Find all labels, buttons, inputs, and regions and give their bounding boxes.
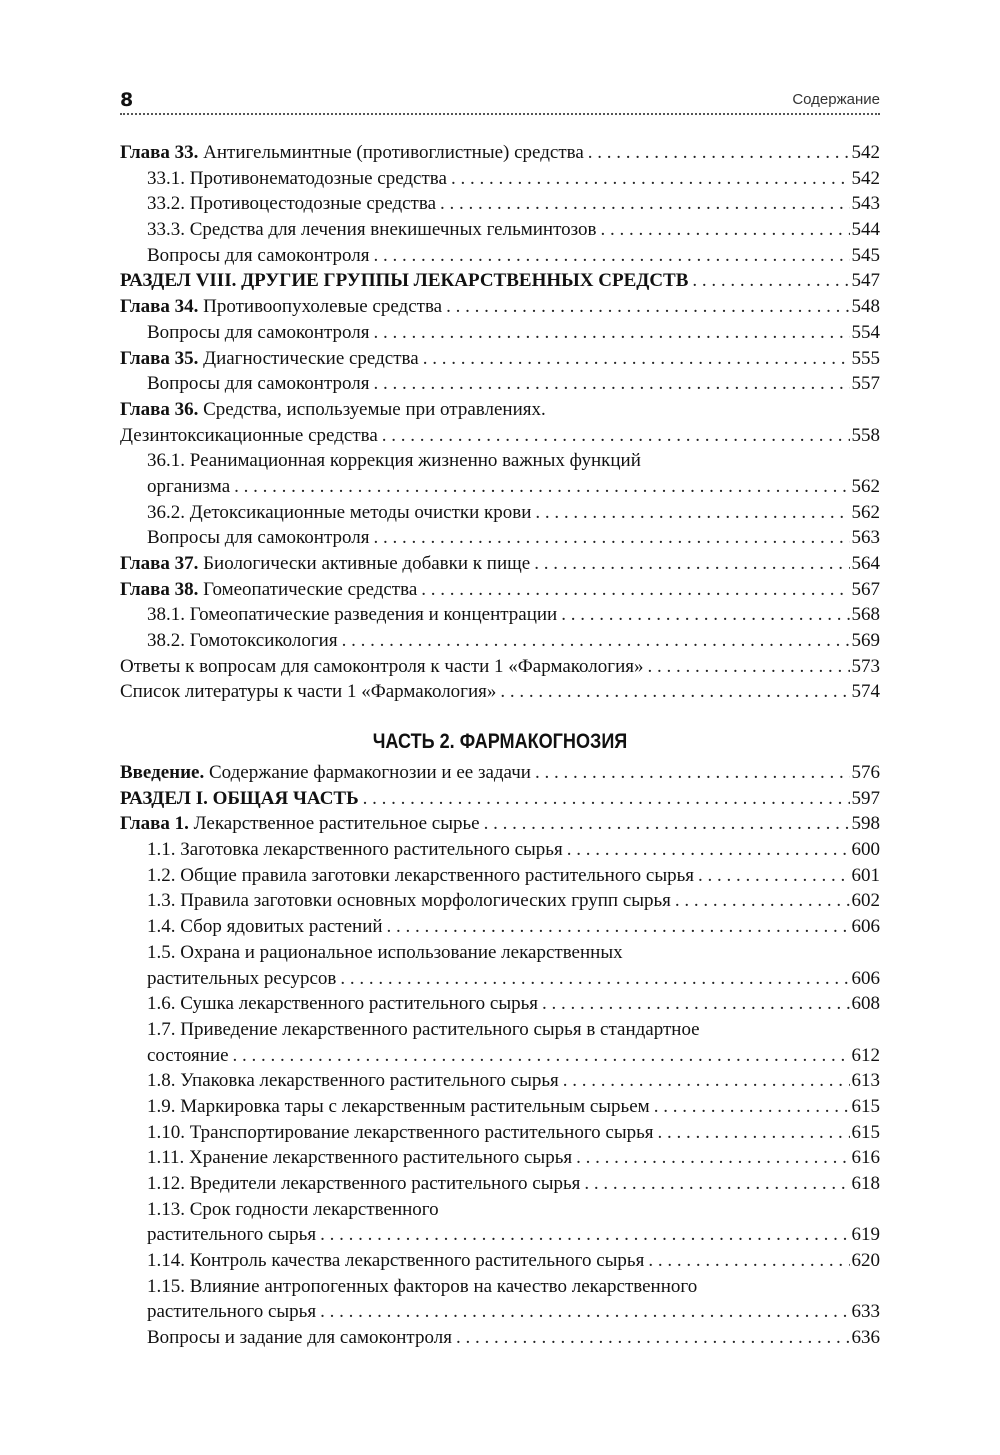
- toc-entry-text: [147, 1068, 559, 1094]
- toc-entry-text: [147, 448, 641, 474]
- toc-page-number: 569: [851, 630, 880, 652]
- toc-entry-title: 1.2. Общие правила заготовки лекарственного растительного сырья: [147, 864, 694, 886]
- toc-entry-text: [147, 1171, 580, 1197]
- toc-page-number: 608: [851, 993, 880, 1015]
- toc-entry-text: [120, 294, 442, 320]
- toc-page-number: 563: [851, 527, 880, 549]
- toc-entry: [120, 1145, 880, 1171]
- toc-entry-text: [147, 1197, 439, 1223]
- toc-entry-title: 33.2. Противоцестодозные средства: [147, 193, 437, 215]
- toc-entry: [120, 448, 880, 474]
- page-number: 8: [120, 89, 134, 111]
- toc-dot-leader: [576, 1145, 849, 1171]
- toc-entry-text: [120, 679, 496, 705]
- toc-entry-label: Введение.: [120, 762, 205, 783]
- toc-page-number: 615: [851, 1095, 880, 1117]
- toc-entry-text: [147, 888, 671, 914]
- part2-title: ЧАСТЬ 2. ФАРМАКОГНОЗИЯ: [372, 730, 628, 753]
- toc-entry: [120, 602, 880, 628]
- toc-page-number: 606: [851, 967, 880, 989]
- toc-entry: [120, 294, 880, 320]
- toc-entry-text: [147, 940, 623, 966]
- toc-entry-text: [120, 577, 417, 603]
- toc-entry: [120, 1068, 880, 1094]
- toc-entry-title: 36.1. Реанимационная коррекция жизненно важных функций: [147, 450, 641, 472]
- toc-dot-leader: [534, 551, 849, 577]
- toc-dot-leader: [382, 423, 850, 449]
- toc-entry-text: [120, 654, 643, 680]
- toc-entry-title: Антигельминтные (противоглистные) средства: [198, 142, 584, 163]
- toc-entry-title: 1.11. Хранение лекарственного растительного сырья: [147, 1147, 573, 1169]
- toc-dot-leader: [535, 760, 850, 786]
- toc-entry-title: 38.2. Гомотоксикология: [147, 630, 338, 652]
- toc-entry-title: Вопросы и задание для самоконтроля: [147, 1327, 452, 1349]
- toc-entry: [120, 863, 880, 889]
- toc-dot-leader: [320, 1299, 849, 1325]
- toc-entry: [120, 500, 880, 526]
- toc-entry-text: [120, 346, 419, 372]
- toc-entry-text: [147, 1222, 316, 1248]
- toc-entry-text: [147, 1120, 654, 1146]
- toc-page-number: 562: [851, 501, 880, 523]
- toc-dot-leader: [387, 914, 850, 940]
- toc-entry: [120, 243, 880, 269]
- toc-entry: [120, 888, 880, 914]
- toc-entry-text: [120, 760, 531, 786]
- toc-entry-text: [147, 320, 369, 346]
- toc-dot-leader: [567, 837, 850, 863]
- toc-page-number: 615: [851, 1121, 880, 1143]
- toc-entry-label: Глава 33.: [120, 142, 199, 163]
- toc-dot-leader: [421, 577, 849, 603]
- toc-page-number: 545: [851, 244, 880, 266]
- toc-dot-leader: [484, 811, 850, 837]
- toc-entry-text: [147, 628, 338, 654]
- toc-entry: [120, 1043, 880, 1069]
- toc-entry-label: Глава 37.: [120, 553, 199, 574]
- toc-dot-leader: [234, 474, 849, 500]
- toc-entry-title: Вопросы для самоконтроля: [147, 321, 370, 343]
- toc-entry-label: РАЗДЕЛ VIII. ДРУГИЕ ГРУППЫ ЛЕКАРСТВЕННЫХ СРЕДСТВ: [120, 270, 689, 292]
- toc-entry-text: [147, 837, 563, 863]
- toc-entry: [120, 940, 880, 966]
- toc-entry: [120, 679, 880, 705]
- toc-page-number: 554: [851, 321, 880, 343]
- toc-dot-leader: [440, 191, 849, 217]
- toc-dot-leader: [233, 1043, 850, 1069]
- toc-entry-title: организма: [147, 475, 231, 497]
- toc-dot-leader: [342, 628, 850, 654]
- toc-entry-text: [147, 166, 447, 192]
- toc-page-number: 616: [851, 1147, 880, 1169]
- toc-entry: [120, 760, 880, 786]
- toc-entry-title: Дезинтоксикационные средства: [120, 424, 378, 446]
- toc-entry-title: 1.10. Транспортирование лекарственного растительного сырья: [147, 1121, 654, 1143]
- toc-page-number: 542: [851, 142, 880, 163]
- toc-entry: [120, 268, 880, 294]
- toc-entry-title: 1.1. Заготовка лекарственного растительного сырья: [147, 839, 563, 861]
- toc-entry-title: растительного сырья: [147, 1224, 317, 1246]
- toc-entry: [120, 577, 880, 603]
- toc-entry-title: 1.13. Срок годности лекарственного: [147, 1198, 439, 1220]
- toc-page-number: 543: [851, 193, 880, 215]
- toc-dot-leader: [373, 243, 849, 269]
- toc-entry-text: [147, 966, 336, 992]
- toc-entry-text: [147, 1094, 650, 1120]
- toc-entry-text: [147, 602, 557, 628]
- toc-entry-title: растительных ресурсов: [147, 967, 337, 989]
- toc-dot-leader: [363, 786, 850, 812]
- toc-entry-text: [120, 423, 378, 449]
- toc-entry-title: 1.12. Вредители лекарственного растительного сырья: [147, 1173, 581, 1194]
- toc-entry-text: [147, 1274, 697, 1300]
- toc-entry-text: [147, 500, 531, 526]
- toc-dot-leader: [542, 991, 850, 1017]
- toc-dot-leader: [373, 320, 849, 346]
- toc-entry: [120, 654, 880, 680]
- toc-dot-leader: [588, 140, 850, 166]
- toc-entry: [120, 525, 880, 551]
- toc-entry: [120, 397, 880, 423]
- toc-entry-title: 1.15. Влияние антропогенных факторов на качество лекарственного: [147, 1275, 698, 1297]
- toc-entry: [120, 346, 880, 372]
- toc-entry-text: [147, 1299, 316, 1325]
- toc-page-number: 558: [851, 424, 880, 446]
- toc-entry-text: [147, 371, 369, 397]
- toc-entry-title: 1.4. Сбор ядовитых растений: [147, 916, 383, 938]
- toc-page-number: 568: [851, 604, 880, 626]
- toc-page-number: 618: [851, 1173, 880, 1194]
- toc-entry: [120, 811, 880, 837]
- toc-entry-text: [120, 268, 688, 294]
- toc-entry-text: [147, 1248, 644, 1274]
- header-dotted-rule: [120, 113, 880, 115]
- toc-entry-text: [147, 914, 383, 940]
- toc-page-number: 542: [851, 167, 880, 189]
- toc-page-number: 567: [851, 578, 880, 600]
- toc-dot-leader: [320, 1222, 849, 1248]
- toc-entry: [120, 628, 880, 654]
- toc-entry: [120, 1094, 880, 1120]
- toc-dot-leader: [654, 1094, 850, 1120]
- toc-entry-text: [147, 863, 694, 889]
- toc-entry-text: [147, 191, 436, 217]
- toc-entry-text: [120, 786, 359, 812]
- toc-dot-leader: [584, 1171, 849, 1197]
- toc-page-number: 636: [851, 1327, 880, 1349]
- toc-dot-leader: [500, 679, 849, 705]
- toc-page-number: 606: [851, 916, 880, 938]
- page-header: [120, 88, 880, 114]
- toc-page-number: 576: [851, 762, 880, 783]
- toc-dot-leader: [535, 500, 849, 526]
- toc-dot-leader: [561, 602, 849, 628]
- running-title: Содержание: [792, 91, 880, 108]
- toc-entry-title: Гомеопатические средства: [198, 578, 418, 600]
- toc-entry: [120, 1325, 880, 1351]
- toc-entry-text: [147, 474, 230, 500]
- toc-entry-text: [147, 525, 369, 551]
- toc-entry-text: [147, 1145, 572, 1171]
- toc-page-number: 619: [851, 1224, 880, 1246]
- toc-entry: [120, 786, 880, 812]
- toc-entry-title: 1.9. Маркировка тары с лекарственным растительным сырьем: [147, 1095, 650, 1117]
- toc-page-number: 562: [851, 475, 880, 497]
- toc-entry: [120, 1017, 880, 1043]
- toc-entry: [120, 166, 880, 192]
- toc-entry: [120, 1248, 880, 1274]
- toc-page-number: 557: [851, 373, 880, 395]
- toc-part2: [120, 760, 880, 1351]
- toc-page-number: 548: [851, 296, 880, 318]
- toc-entry-text: [120, 811, 480, 837]
- toc-entry: [120, 1222, 880, 1248]
- toc-entry-title: Ответы к вопросам для самоконтроля к части 1 «Фармакология»: [120, 655, 644, 677]
- toc-entry: [120, 423, 880, 449]
- toc-entry-title: 33.1. Противонематодозные средства: [147, 167, 447, 189]
- toc-dot-leader: [373, 371, 849, 397]
- toc-entry-title: 1.5. Охрана и рациональное использование лекарственных: [147, 941, 623, 963]
- toc-dot-leader: [373, 525, 849, 551]
- toc-entry-title: Средства, используемые при отравлениях.: [198, 398, 546, 420]
- toc-page-number: 598: [851, 813, 880, 835]
- toc-entry: [120, 371, 880, 397]
- toc-entry-text: [120, 397, 546, 423]
- toc-entry-label: Глава 34.: [120, 296, 199, 318]
- toc-entry-text: [147, 1017, 700, 1043]
- toc-dot-leader: [692, 268, 849, 294]
- toc-dot-leader: [456, 1325, 850, 1351]
- toc-entry: [120, 551, 880, 577]
- toc-entry-title: 38.1. Гомеопатические разведения и концентрации: [147, 604, 558, 626]
- toc-entry: [120, 320, 880, 346]
- toc-entry-title: 1.6. Сушка лекарственного растительного сырья: [147, 993, 538, 1015]
- toc-entry: [120, 1120, 880, 1146]
- toc-entry: [120, 191, 880, 217]
- toc-entry-text: [147, 1043, 229, 1069]
- toc-dot-leader: [563, 1068, 850, 1094]
- toc-entry-label: Глава 36.: [120, 398, 199, 420]
- toc-dot-leader: [451, 166, 850, 192]
- toc-entry-title: 1.3. Правила заготовки основных морфологических групп сырья: [147, 890, 671, 912]
- toc-entry: [120, 217, 880, 243]
- toc-entry-title: 1.7. Приведение лекарственного растительного сырья в стандартное: [147, 1018, 700, 1040]
- toc-page-number: 612: [851, 1044, 880, 1066]
- toc-dot-leader: [647, 654, 849, 680]
- toc-entry-title: Вопросы для самоконтроля: [147, 244, 370, 266]
- toc-page-number: 544: [851, 219, 880, 241]
- toc-page-number: 602: [851, 890, 880, 912]
- toc-dot-leader: [648, 1248, 849, 1274]
- toc-entry: [120, 140, 880, 166]
- toc-page-number: 633: [851, 1301, 880, 1323]
- toc-entry-label: Глава 38.: [120, 578, 199, 600]
- toc-entry-title: Вопросы для самоконтроля: [147, 373, 370, 395]
- toc-dot-leader: [675, 888, 850, 914]
- toc-entry-label: Глава 35.: [120, 347, 199, 369]
- toc-entry-title: 36.2. Детоксикационные методы очистки крови: [147, 501, 532, 523]
- toc-entry-label: РАЗДЕЛ I. ОБЩАЯ ЧАСТЬ: [120, 787, 359, 809]
- toc-entry-text: [120, 140, 584, 166]
- toc-page-number: 574: [851, 681, 880, 703]
- toc-page-number: 600: [851, 839, 880, 861]
- toc-entry-text: [147, 217, 597, 243]
- toc-entry-text: [120, 551, 530, 577]
- toc-page-number: 613: [851, 1070, 880, 1092]
- toc-dot-leader: [423, 346, 850, 372]
- toc-entry: [120, 474, 880, 500]
- toc-entry: [120, 1197, 880, 1223]
- toc-entry-title: Биологически активные добавки к пище: [198, 553, 531, 574]
- toc-entry-title: Лекарственное растительное сырье: [188, 813, 480, 835]
- toc-page-number: 547: [851, 270, 880, 292]
- toc-entry: [120, 1171, 880, 1197]
- toc-entry: [120, 1299, 880, 1325]
- toc-entry-title: Диагностические средства: [198, 347, 419, 369]
- toc-entry-title: состояние: [147, 1044, 229, 1066]
- toc-entry: [120, 837, 880, 863]
- toc-entry-label: Глава 1.: [120, 813, 189, 835]
- toc-entry: [120, 991, 880, 1017]
- toc-dot-leader: [446, 294, 849, 320]
- toc-dot-leader: [340, 966, 849, 992]
- toc-entry-title: Противоопухолевые средства: [198, 296, 443, 318]
- toc-entry-title: 1.14. Контроль качества лекарственного растительного сырья: [147, 1250, 645, 1272]
- toc-page-number: 620: [851, 1250, 880, 1272]
- toc-entry-text: [147, 991, 538, 1017]
- toc-entry-title: 1.8. Упаковка лекарственного растительного сырья: [147, 1070, 559, 1092]
- toc-dot-leader: [658, 1120, 850, 1146]
- toc-entry-title: 33.3. Средства для лечения внекишечных гельминтозов: [147, 219, 597, 241]
- toc-page-number: 601: [851, 864, 880, 886]
- toc-entry-text: [147, 243, 369, 269]
- toc-dot-leader: [601, 217, 850, 243]
- toc-entry: [120, 1274, 880, 1300]
- toc-page-number: 555: [851, 347, 880, 369]
- toc-part1: [120, 140, 880, 705]
- toc-entry-title: растительного сырья: [147, 1301, 317, 1323]
- toc-entry-title: Список литературы к части 1 «Фармакология»: [120, 681, 497, 703]
- toc-entry-title: Вопросы для самоконтроля: [147, 527, 370, 549]
- toc-dot-leader: [698, 863, 850, 889]
- toc-page-number: 573: [851, 655, 880, 677]
- toc-entry-title: Содержание фармакогнозии и ее задачи: [204, 762, 531, 783]
- toc-entry-text: [147, 1325, 452, 1351]
- toc-entry: [120, 914, 880, 940]
- toc-page-number: 564: [851, 553, 880, 574]
- toc-entry: [120, 966, 880, 992]
- toc-page-number: 597: [851, 787, 880, 809]
